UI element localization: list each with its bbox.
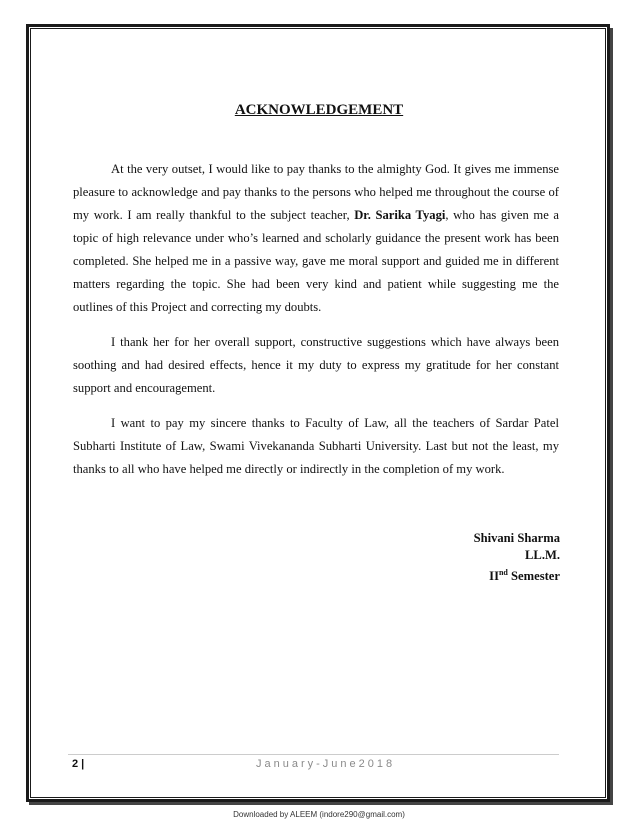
- footer-divider: [68, 754, 559, 755]
- paragraph-3: I want to pay my sincere thanks to Faculty of Law, all the teachers of Sardar Patel Subharti Institute of Law, Swami Vivekananda Subharti University. Last but not the least, my thanks to all who have helped me directly or indirectly in the completion of my work.: [73, 416, 559, 476]
- signature-degree: LL.M.: [525, 548, 560, 562]
- paragraph-1-start: At the very outset, I would like to pay thanks to the almighty God. It gives me immense pleasure to acknowledge and pay thanks to the persons who helped me throughout the course of my work. I am really thankful to the subject teacher,: [73, 162, 559, 222]
- page-number: 2 |: [72, 758, 85, 770]
- semester-label: Semester: [507, 569, 560, 584]
- page-border-shadow-right: [610, 28, 613, 805]
- download-note: Downloaded by ALEEM (indore290@gmail.com): [233, 810, 405, 819]
- teacher-name: Dr. Sarika Tyagi: [354, 208, 446, 222]
- paragraph-1-end: , who has given me a topic of high relevance under who’s learned and scholarly guidance the present work has been completed. She helped me in a passive way, gave me moral support and guided me in different matters regarding the topic. She had been very kind and patient while suggesting me the outlines of this Project and correcting my doubts.: [73, 208, 559, 314]
- semester-ordinal: nd: [498, 568, 508, 577]
- paragraph-1: [73, 158, 559, 319]
- footer-date: January-June2018: [256, 758, 396, 770]
- semester-number: II: [489, 569, 499, 584]
- paragraph-2: I thank her for her overall support, constructive suggestions which have always been soothing and had desired effects, hence it my duty to express my gratitude for her constant support and encouragement.: [73, 335, 559, 395]
- signature-name: Shivani Sharma: [473, 531, 560, 545]
- signature-block: [474, 530, 560, 585]
- signature-semester: [474, 564, 560, 585]
- body-text: [73, 158, 559, 493]
- page-title: ACKNOWLEDGEMENT: [234, 102, 404, 118]
- page-border-shadow-bottom: [29, 802, 613, 805]
